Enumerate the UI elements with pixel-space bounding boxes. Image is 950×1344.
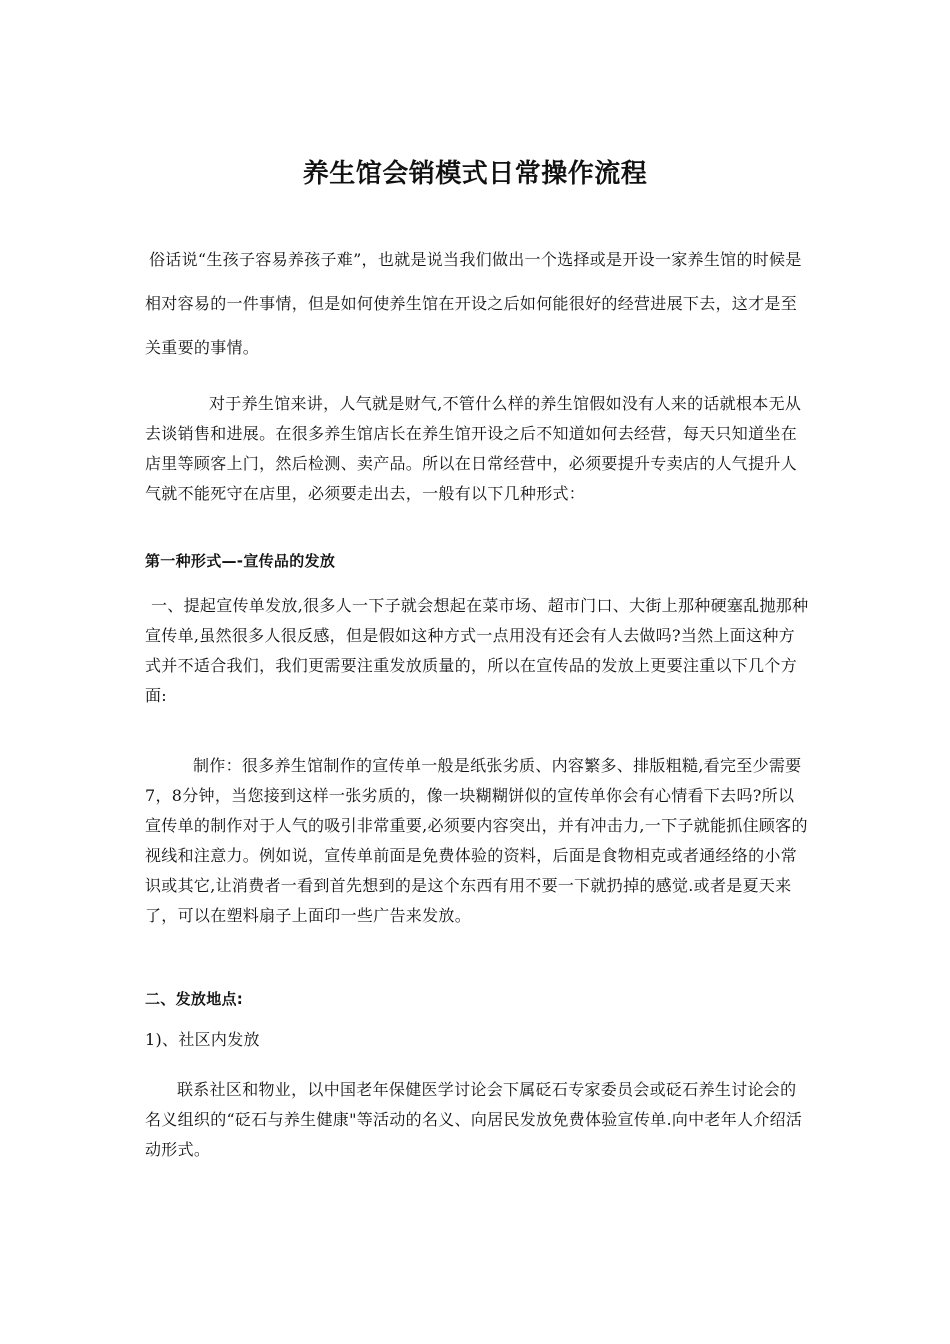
community-distribution-label: 1)、社区内发放: [145, 1030, 260, 1049]
community-distribution-paragraph: 联系社区和物业，以中国老年保健医学讨论会下属砭石专家委员会或砭石养生讨论会的名义组织的“砭石与养生健康"等活动的名义、向居民发放免费体验宣传单.向中老年人介绍活动形式。: [145, 1080, 803, 1159]
section-heading-distribution-location: 二、发放地点:: [145, 990, 244, 1008]
intro-paragraph: 俗话说“生孩子容易养孩子难”，也就是说当我们做出一个选择或是开设一家养生馆的时候是相对容易的一件事情，但是如何使养生馆在开设之后如何能很好的经营进展下去，这才是至关重要的事情。: [145, 250, 802, 357]
document-title: 养生馆会销模式日常操作流程: [302, 159, 648, 189]
popularity-paragraph: 对于养生馆来讲，人气就是财气,不管什么样的养生馆假如没有人来的话就根本无从去谈销售和进展。在很多养生馆店长在养生馆开设之后不知道如何去经营，每天只知道坐在店里等顾客上门，然后检测、卖产品。所以在日常经营中，必须要提升专卖店的人气提升人气就不能死守在店里，必须要走出去，一般有以下几种形式：: [145, 394, 802, 503]
flyer-distribution-paragraph: 一、提起宣传单发放,很多人一下子就会想起在菜市场、超市门口、大街上那种硬塞乱抛那种宣传单,虽然很多人很反感，但是假如这种方式一点用没有还会有人去做吗?当然上面这种方式并不适合我们，我们更需要注重发放质量的，所以在宣传品的发放上更要注重以下几个方面:: [145, 596, 809, 705]
section-heading-first-form: 第一种形式—-宣传品的发放: [145, 552, 336, 570]
flyer-production-paragraph: 制作：很多养生馆制作的宣传单一般是纸张劣质、内容繁多、排版粗糙,看完至少需要7，8分钟，当您接到这样一张劣质的，像一块糊糊饼似的宣传单你会有心情看下去吗?所以宣传单的制作对于人气的吸引非常重要,必须要内容突出，并有冲击力,一下子就能抓住顾客的视线和注意力。例如说，宣传单前面是免费体验的资料，后面是食物相克或者通经络的小常识或其它,让消费者一看到首先想到的是这个东西有用不要一下就扔掉的感觉.或者是夏天来了，可以在塑料扇子上面印一些广告来发放。: [145, 756, 808, 925]
